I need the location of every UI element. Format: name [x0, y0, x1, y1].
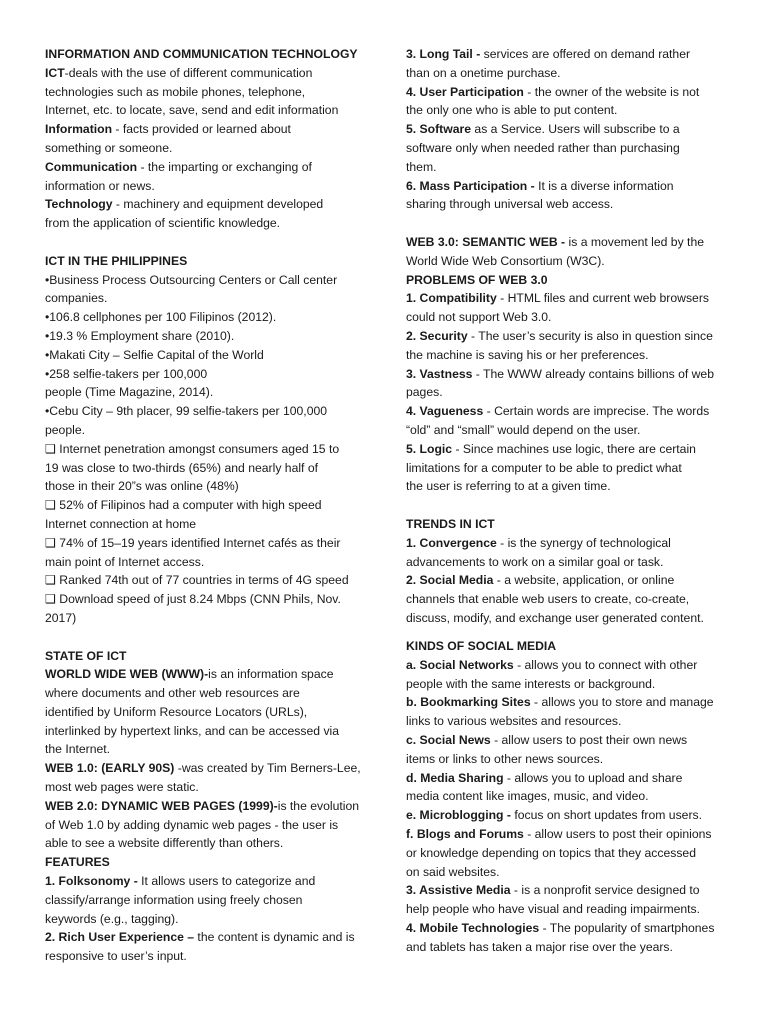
- problem-vagueness: [406, 402, 736, 421]
- tech-def-line: from the application of scientific knowledge.: [45, 216, 281, 231]
- ict-def-line: technologies such as mobile phones, telephone,: [45, 84, 306, 99]
- spacer: [406, 628, 736, 637]
- feature-rich-user-experience: [45, 928, 375, 947]
- problem-term: 5. Logic: [406, 441, 453, 456]
- feature-term: 6. Mass Participation -: [406, 178, 535, 193]
- communication-definition: [45, 158, 375, 177]
- kind-term: f. Blogs and Forums: [406, 827, 524, 842]
- kind-def-line: - allows you to connect with other: [513, 657, 698, 672]
- web2-def-line: is the evolution: [277, 798, 360, 813]
- www-def-line: is an information space: [208, 667, 334, 682]
- kind-term: e. Microblogging -: [406, 808, 511, 823]
- feature-term: 4. User Participation: [406, 84, 524, 99]
- problem-term: 4. Vagueness: [406, 404, 484, 419]
- philippines-line: ❑ Download speed of just 8.24 Mbps (CNN Phils, Nov.: [45, 592, 341, 607]
- web3-def-line: is a movement led by the: [565, 234, 704, 249]
- feature-def-line: them.: [406, 159, 437, 174]
- trend-def-line: - is a nonprofit service designed to: [510, 883, 700, 898]
- feature-def-line: keywords (e.g., tagging).: [45, 911, 179, 926]
- feature-def-line: sharing through universal web access.: [406, 197, 614, 212]
- feature-def-line: than on a onetime purchase.: [406, 65, 561, 80]
- ict-def-line: Internet, etc. to locate, save, send and edit information: [45, 103, 339, 118]
- web3-term: WEB 3.0: SEMANTIC WEB -: [406, 234, 566, 249]
- philippines-line: 2017): [45, 610, 77, 625]
- philippines-line: people (Time Magazine, 2014).: [45, 385, 214, 400]
- problem-security: [406, 327, 736, 346]
- kind-def-line: focus on short updates from users.: [510, 808, 702, 823]
- ict-definition: [45, 64, 375, 83]
- trend-social-media: [406, 571, 736, 590]
- trend-def-line: and tablets has taken a major rise over the years.: [406, 939, 673, 954]
- kind-social-networks: [406, 656, 736, 675]
- philippines-line: ❑ 52% of Filipinos had a computer with high speed: [45, 498, 322, 513]
- philippines-line: ❑ Ranked 74th out of 77 countries in terms of 4G speed: [45, 573, 349, 588]
- spacer: [45, 233, 375, 252]
- feature-software: [406, 120, 736, 139]
- features-title: FEATURES: [45, 855, 110, 870]
- kind-def-line: or knowledge depending on topics that they accessed: [406, 845, 696, 860]
- problems-title: PROBLEMS OF WEB 3.0: [406, 272, 548, 287]
- feature-term: 1. Folksonomy -: [45, 874, 138, 889]
- feature-def-line: classify/arrange information using freely chosen: [45, 892, 303, 907]
- kind-def-line: people with the same interests or background.: [406, 676, 656, 691]
- trend-def-line: help people who have visual and reading impairments.: [406, 902, 701, 917]
- problem-compatibility: [406, 289, 736, 308]
- kind-def-line: items or links to other news sources.: [406, 751, 604, 766]
- web2-def-line: of Web 1.0 by adding dynamic web pages - the user is: [45, 817, 339, 832]
- problem-logic: [406, 440, 736, 459]
- philippines-line: •Makati City – Selfie Capital of the World: [45, 347, 264, 362]
- kinds-title: KINDS OF SOCIAL MEDIA: [406, 639, 557, 654]
- comm-def-line: information or news.: [45, 178, 155, 193]
- communication-term: Communication: [45, 159, 138, 174]
- web1-definition: [45, 759, 375, 778]
- kind-term: a. Social Networks: [406, 657, 514, 672]
- web2-term: WEB 2.0: DYNAMIC WEB PAGES (1999)-: [45, 798, 278, 813]
- trend-term: 1. Convergence: [406, 535, 497, 550]
- ict-term: ICT: [45, 65, 65, 80]
- kind-def-line: - allows you to upload and share: [503, 770, 683, 785]
- spacer: [406, 496, 736, 515]
- info-def-line: something or someone.: [45, 140, 173, 155]
- trend-term: 4. Mobile Technologies: [406, 921, 540, 936]
- trend-def-line: - a website, application, or online: [493, 573, 675, 588]
- trend-def-line: channels that enable web users to create, co-create,: [406, 592, 690, 607]
- problem-def-line: - HTML files and current web browsers: [496, 291, 709, 306]
- trend-assistive-media: [406, 881, 736, 900]
- feature-def-line: the content is dynamic and is: [194, 930, 355, 945]
- philippines-line: those in their 20”s was online (48%): [45, 479, 239, 494]
- feature-folksonomy: [45, 872, 375, 891]
- feature-term: 5. Software: [406, 122, 472, 137]
- ict-title: INFORMATION AND COMMUNICATION TECHNOLOGY: [45, 47, 358, 61]
- problem-term: 2. Security: [406, 328, 468, 343]
- kind-term: d. Media Sharing: [406, 770, 504, 785]
- web3-definition: [406, 233, 736, 252]
- trend-convergence: [406, 534, 736, 553]
- web1-def-line: most web pages were static.: [45, 780, 199, 795]
- ict-def-line: -deals with the use of different communication: [64, 65, 313, 80]
- www-def-line: interlinked by hypertext links, and can be accessed via: [45, 723, 340, 738]
- philippines-line: ❑ 74% of 15–19 years identified Internet cafés as their: [45, 535, 341, 550]
- web2-definition: [45, 797, 375, 816]
- trend-term: 3. Assistive Media: [406, 883, 511, 898]
- trend-def-line: advancements to work on a similar goal or task.: [406, 554, 664, 569]
- philippines-line: •106.8 cellphones per 100 Filipinos (2012).: [45, 310, 277, 325]
- problem-def-line: - Since machines use logic, there are certain: [452, 441, 696, 456]
- philippines-line: •Business Process Outsourcing Centers or Call center: [45, 272, 338, 287]
- feature-def-line: responsive to user’s input.: [45, 949, 187, 964]
- web1-def-line: -was created by Tim Berners-Lee,: [174, 761, 361, 776]
- information-term: Information: [45, 122, 113, 137]
- feature-def-line: It is a diverse information: [534, 178, 674, 193]
- problem-def-line: - Certain words are imprecise. The words: [483, 404, 710, 419]
- trend-term: 2. Social Media: [406, 573, 494, 588]
- www-def-line: where documents and other web resources are: [45, 686, 300, 701]
- trend-mobile-technologies: [406, 919, 736, 938]
- feature-term: 2. Rich User Experience –: [45, 930, 195, 945]
- feature-user-participation: [406, 83, 736, 102]
- tech-def-line: - machinery and equipment developed: [112, 197, 324, 212]
- kind-microblogging: [406, 806, 736, 825]
- problem-def-line: the machine is saving his or her preferences.: [406, 347, 649, 362]
- feature-def-line: as a Service. Users will subscribe to a: [471, 122, 680, 137]
- trends-title: TRENDS IN ICT: [406, 516, 495, 531]
- philippines-line: •258 selfie-takers per 100,000: [45, 366, 208, 381]
- problem-term: 3. Vastness: [406, 366, 473, 381]
- feature-def-line: services are offered on demand rather: [480, 47, 691, 61]
- kind-term: b. Bookmarking Sites: [406, 695, 531, 710]
- philippines-line: ❑ Internet penetration amongst consumers aged 15 to: [45, 441, 340, 456]
- feature-long-tail: [406, 45, 736, 64]
- problem-def-line: - The WWW already contains billions of web: [472, 366, 714, 381]
- kind-blogs-forums: [406, 825, 736, 844]
- spacer: [45, 628, 375, 647]
- www-term: WORLD WIDE WEB (WWW)-: [45, 667, 209, 682]
- philippines-line: 19 was close to two-thirds (65%) and nearly half of: [45, 460, 318, 475]
- feature-def-line: software only when needed rather than purchasing: [406, 140, 680, 155]
- feature-mass-participation: [406, 177, 736, 196]
- kind-bookmarking-sites: [406, 693, 736, 712]
- philippines-line: •19.3 % Employment share (2010).: [45, 328, 235, 343]
- kind-def-line: - allow users to post their opinions: [523, 827, 712, 842]
- philippines-line: people.: [45, 422, 85, 437]
- problem-def-line: - The user’s security is also in question since: [467, 328, 713, 343]
- problem-vastness: [406, 365, 736, 384]
- kind-media-sharing: [406, 769, 736, 788]
- problem-def-line: the user is referring to at a given time.: [406, 479, 611, 494]
- trend-def-line: discuss, modify, and exchange user generated content.: [406, 610, 704, 625]
- info-def-line: - facts provided or learned about: [112, 122, 291, 137]
- problem-term: 1. Compatibility: [406, 291, 497, 306]
- trend-def-line: - The popularity of smartphones: [539, 921, 715, 936]
- problem-def-line: “old” and “small” would depend on the user.: [406, 422, 641, 437]
- feature-def-line: It allows users to categorize and: [137, 874, 316, 889]
- www-def-line: identified by Uniform Resource Locators (URLs),: [45, 704, 308, 719]
- kind-def-line: on said websites.: [406, 864, 500, 879]
- kind-def-line: - allow users to post their own news: [490, 733, 688, 748]
- web2-def-line: able to see a website differently than others.: [45, 836, 284, 851]
- problem-def-line: could not support Web 3.0.: [406, 310, 552, 325]
- feature-term: 3. Long Tail -: [406, 47, 481, 61]
- philippines-line: main point of Internet access.: [45, 554, 205, 569]
- kind-def-line: media content like images, music, and video.: [406, 789, 649, 804]
- kind-social-news: [406, 731, 736, 750]
- philippines-line: Internet connection at home: [45, 516, 197, 531]
- spacer: [406, 214, 736, 233]
- www-def-line: the Internet.: [45, 742, 111, 757]
- web3-def-line: World Wide Web Consortium (W3C).: [406, 253, 605, 268]
- comm-def-line: - the imparting or exchanging of: [137, 159, 312, 174]
- problem-def-line: pages.: [406, 385, 443, 400]
- kind-def-line: - allows you to store and manage: [530, 695, 714, 710]
- problem-def-line: limitations for a computer to be able to predict what: [406, 460, 682, 475]
- technology-term: Technology: [45, 197, 113, 212]
- philippines-line: companies.: [45, 291, 108, 306]
- information-definition: [45, 120, 375, 139]
- kind-term: c. Social News: [406, 733, 491, 748]
- kind-def-line: links to various websites and resources.: [406, 714, 622, 729]
- technology-definition: [45, 195, 375, 214]
- philippines-line: •Cebu City – 9th placer, 99 selfie-takers per 100,000: [45, 404, 328, 419]
- www-definition: [45, 665, 375, 684]
- feature-def-line: the only one who is able to put content.: [406, 103, 618, 118]
- left-column: [45, 45, 375, 966]
- trend-def-line: - is the synergy of technological: [496, 535, 671, 550]
- web1-term: WEB 1.0: (EARLY 90S): [45, 761, 175, 776]
- feature-def-line: - the owner of the website is not: [523, 84, 700, 99]
- right-column: [406, 45, 736, 957]
- state-title: STATE OF ICT: [45, 648, 127, 663]
- philippines-title: ICT IN THE PHILIPPINES: [45, 253, 188, 268]
